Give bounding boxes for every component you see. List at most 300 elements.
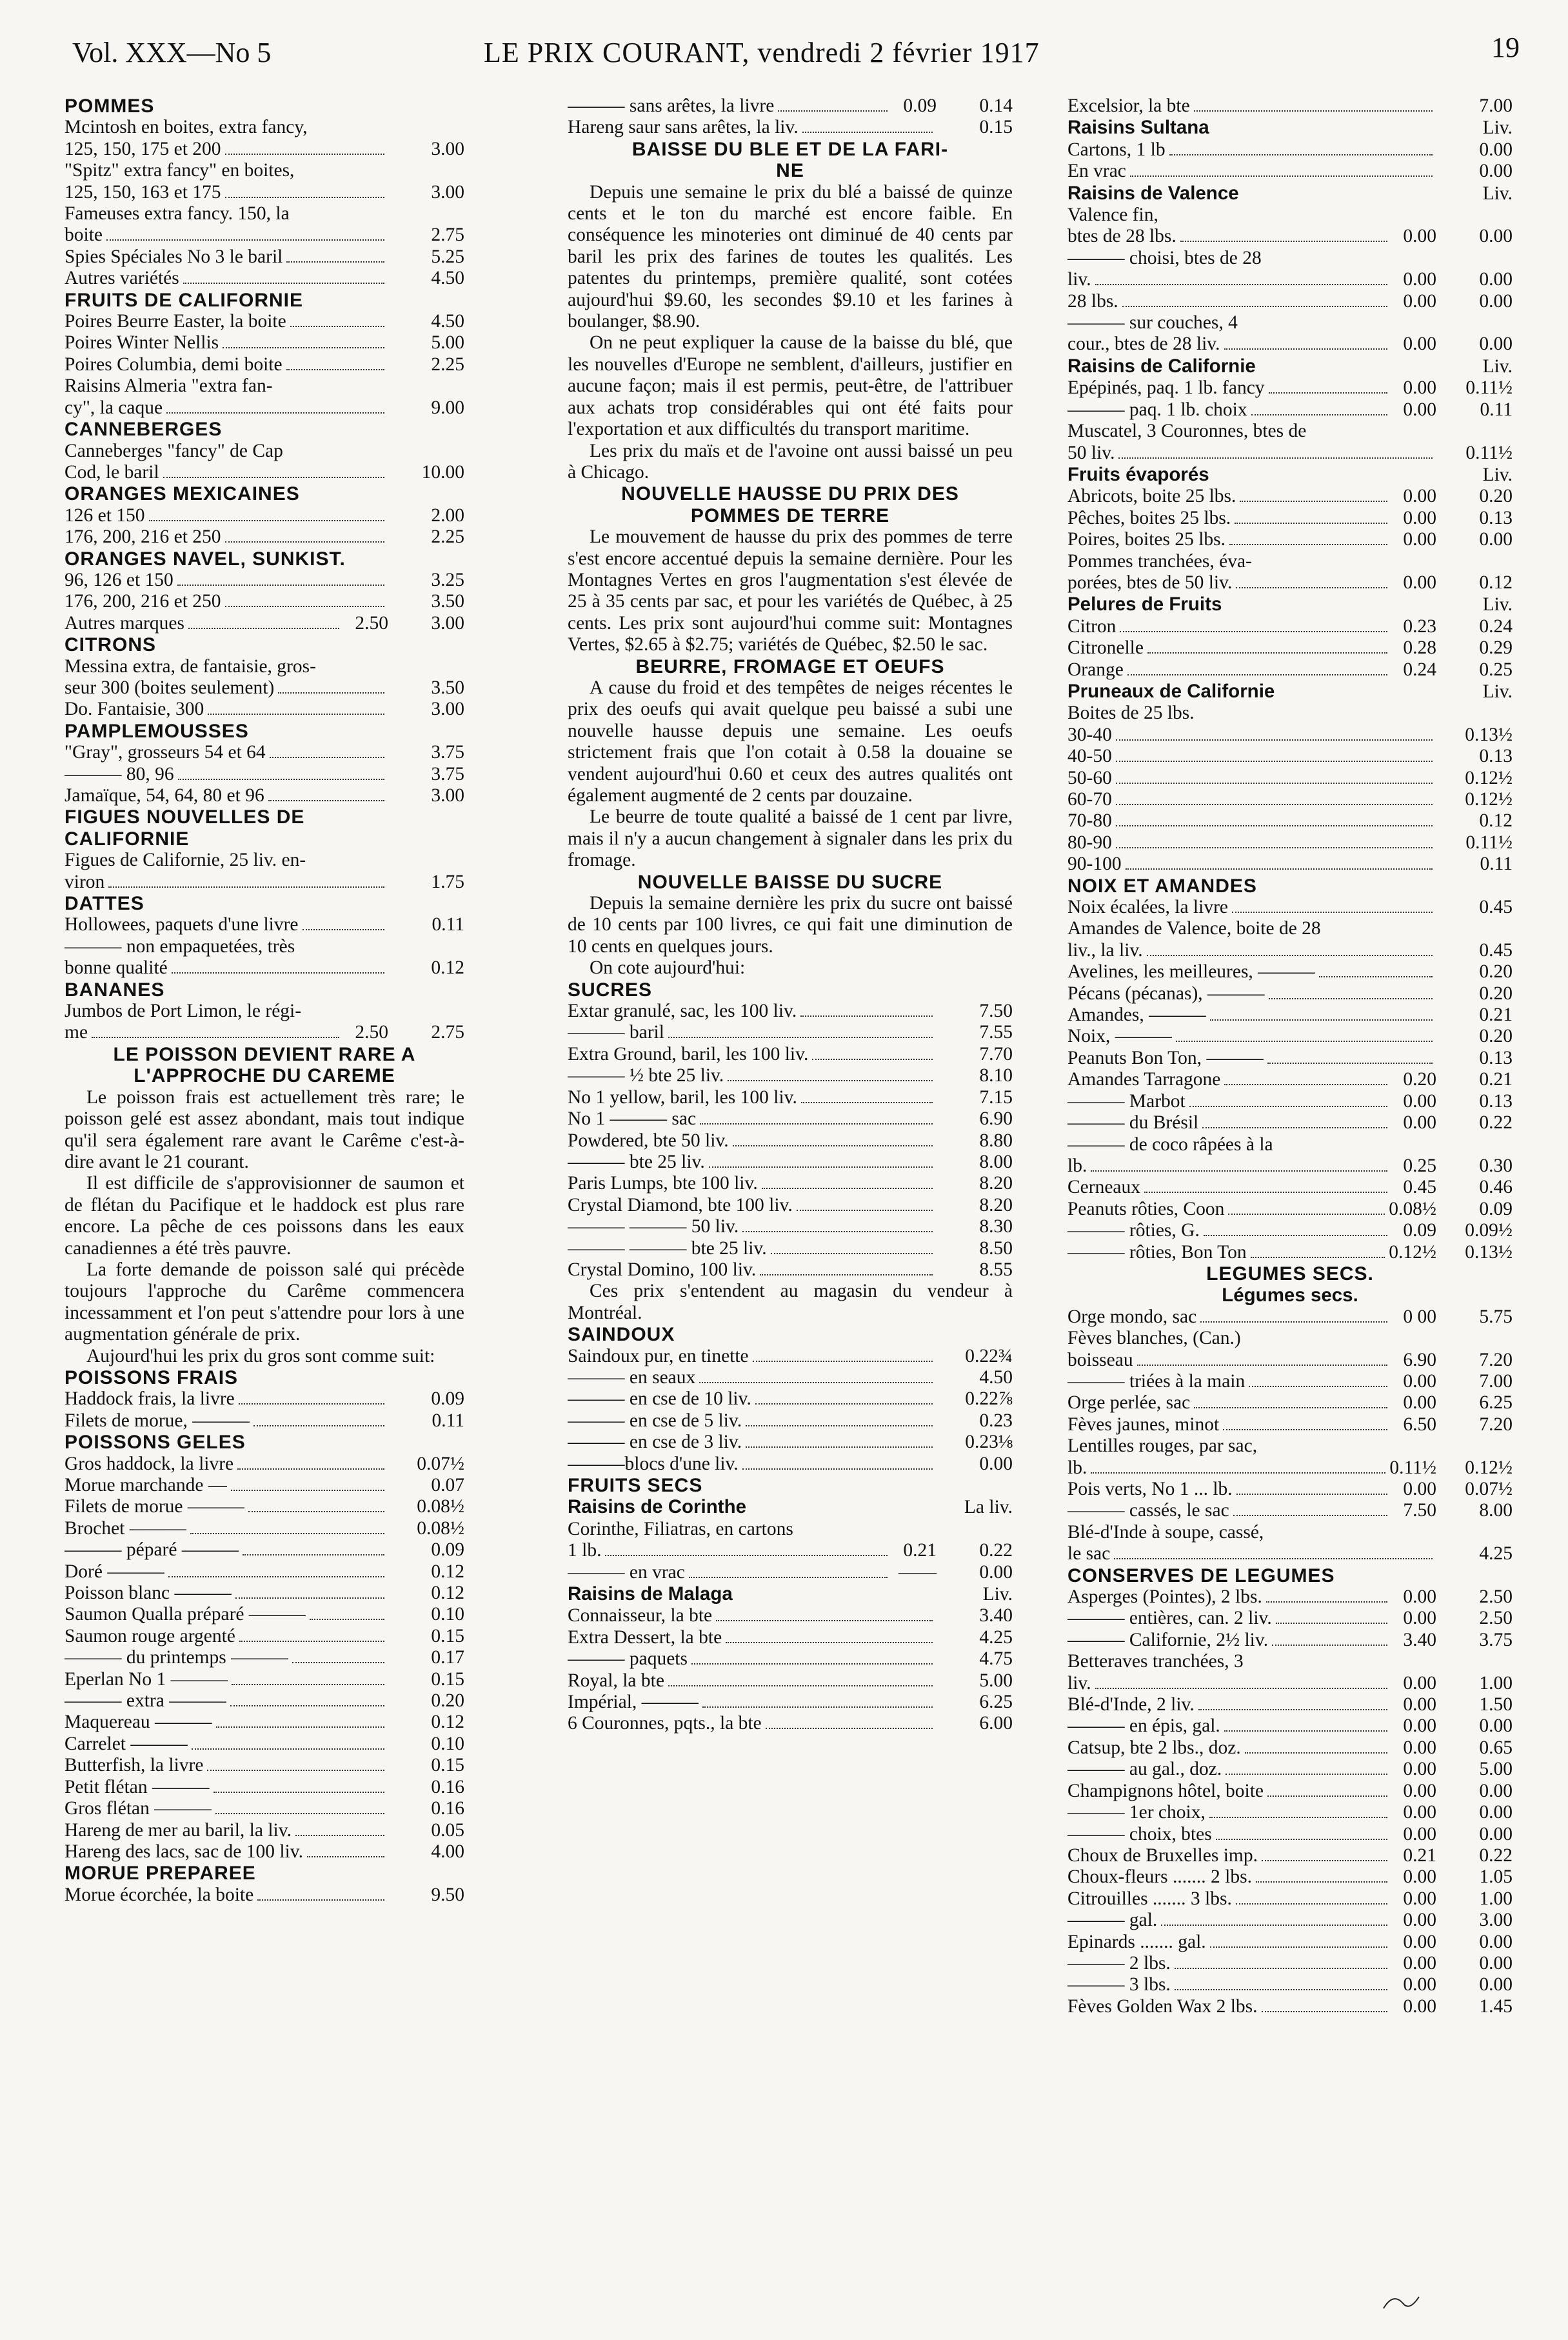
price-row — [1067, 1026, 1513, 1047]
price-value: 0.30 — [1479, 1155, 1513, 1176]
item-text: Raisins Almeria "extra fan- — [65, 375, 273, 397]
item-label: ——— gal. — [1067, 1910, 1158, 1931]
price-low: 7.50 — [1403, 1500, 1436, 1521]
article-paragraph: Depuis la semaine dernière les prix du sucre ont baissé de 10 cents par 100 livres, ce qui fait une diminution de 10 cents en quelques jours. — [568, 893, 1013, 957]
price-row — [65, 1841, 464, 1863]
unit-label: Liv. — [982, 1584, 1013, 1605]
dot-leader — [303, 929, 385, 930]
item-label: Cartons, 1 lb — [1067, 139, 1166, 160]
price-row — [65, 1454, 464, 1475]
price-row — [1067, 1091, 1513, 1112]
price-low: 0.00 — [1403, 1112, 1436, 1134]
item-label: 60-70 — [1067, 789, 1112, 810]
price-value: 0.13 — [1479, 1047, 1513, 1068]
item-label: Epépinés, paq. 1 lb. fancy — [1067, 377, 1265, 399]
dot-leader — [1116, 739, 1433, 741]
price-row — [65, 1647, 464, 1668]
price-row — [1067, 377, 1513, 399]
price-row — [568, 1259, 1013, 1281]
price-value: 0.09 — [431, 1539, 464, 1561]
price-row — [65, 139, 464, 160]
dot-leader — [106, 239, 384, 241]
price-value: 0.23 — [979, 1410, 1013, 1431]
dot-leader — [1147, 955, 1433, 956]
item-label: ——— 1er choix, — [1067, 1802, 1206, 1823]
price-low: 0.24 — [1403, 659, 1436, 680]
price-value: 7.00 — [1479, 1370, 1513, 1392]
price-row — [65, 699, 464, 720]
price-value: 1.50 — [1479, 1694, 1513, 1715]
price-value: 0.08½ — [417, 1496, 464, 1517]
price-row — [65, 397, 464, 419]
dot-leader — [208, 714, 384, 715]
price-value: 0.00 — [1479, 1952, 1513, 1974]
dot-leader — [237, 1468, 384, 1470]
column-1 — [65, 95, 464, 1906]
item-label: me — [65, 1022, 88, 1043]
item-label: ——— ——— bte 25 liv. — [568, 1237, 767, 1259]
price-row — [65, 613, 464, 634]
item-label: Saindoux pur, en tinette — [568, 1345, 749, 1366]
price-row — [65, 591, 464, 612]
price-row — [1067, 789, 1513, 810]
item-label: 50 liv. — [1067, 442, 1115, 463]
item-label: boisseau — [1067, 1349, 1133, 1370]
dot-leader — [1236, 1494, 1387, 1495]
section-heading: FRUITS SECS — [568, 1475, 703, 1496]
price-value: 0.15 — [431, 1668, 464, 1690]
item-label: Powdered, bte 50 liv. — [568, 1130, 729, 1151]
dot-leader — [1176, 1041, 1433, 1042]
item-label: ——— baril — [568, 1022, 664, 1043]
price-low: 0 00 — [1403, 1306, 1436, 1327]
dot-leader — [1116, 761, 1433, 762]
item-label: Champignons hôtel, boite — [1067, 1780, 1264, 1801]
section-heading: CONSERVES DE LEGUMES — [1067, 1565, 1335, 1586]
item-label: cy", la caque — [65, 397, 163, 418]
dot-leader — [216, 1726, 384, 1728]
price-row — [1067, 1350, 1513, 1371]
price-low: 0.00 — [1403, 1866, 1436, 1888]
item-label: Noix écalées, la livre — [1067, 897, 1228, 918]
article-paragraph: Le poisson frais est actuellement très rare; le poisson gelé est assez abondant, mais tout indique qu'il sera également rare avant le Carême c'est-à-dire avant le 21 courant. — [65, 1086, 464, 1172]
price-row — [568, 1130, 1013, 1152]
item-label: btes de 28 lbs. — [1067, 226, 1176, 247]
price-row — [65, 1518, 464, 1539]
section-heading: CITRONS — [65, 634, 156, 656]
dot-leader — [1228, 1214, 1385, 1215]
price-value: 0.17 — [431, 1647, 464, 1668]
price-value: 0.00 — [1479, 139, 1513, 160]
item-label: 30-40 — [1067, 724, 1112, 745]
price-row — [65, 742, 464, 763]
section-heading: FRUITS DE CALIFORNIE — [65, 289, 303, 311]
section-heading: BAISSE DU BLE ET DE LA FARI- — [631, 138, 949, 160]
price-value: 0.00 — [979, 1561, 1013, 1583]
price-value: 8.80 — [979, 1130, 1013, 1151]
price-value: 3.00 — [431, 181, 464, 203]
price-value: 3.40 — [979, 1605, 1013, 1626]
price-row — [65, 1022, 464, 1043]
price-value: 9.50 — [431, 1884, 464, 1905]
item-label: "Gray", grosseurs 54 et 64 — [65, 742, 266, 763]
price-value: 0.14 — [979, 95, 1013, 116]
dot-leader — [1224, 348, 1387, 350]
price-row — [1067, 1759, 1513, 1780]
dot-leader — [1269, 998, 1433, 999]
price-value: 7.55 — [979, 1022, 1013, 1043]
item-label: Citron — [1067, 615, 1116, 637]
dot-leader — [797, 1210, 933, 1211]
item-label: ——— en cse de 10 liv. — [568, 1388, 751, 1410]
price-value: 0.08½ — [417, 1517, 464, 1539]
dot-leader — [1223, 1429, 1387, 1430]
price-value: 8.50 — [979, 1237, 1013, 1259]
price-value: 0.07½ — [1465, 1479, 1513, 1499]
item-text: Valence fin, — [1067, 205, 1158, 226]
article-paragraph: La forte demande de poisson salé qui précède toujours l'approche du Carême commencera incessamment et l'on peut s'attendre pour lors à une augmentation générale de prix. — [65, 1259, 464, 1345]
item-label: Haddock frais, la livre — [65, 1388, 235, 1410]
price-row — [568, 1410, 1013, 1432]
dot-leader — [1120, 631, 1387, 632]
price-value: 8.20 — [979, 1173, 1013, 1194]
item-label: ——— ½ bte 25 liv. — [568, 1065, 724, 1086]
dot-leader — [1169, 154, 1433, 155]
price-row — [568, 1087, 1013, 1108]
price-value: 0.12 — [431, 957, 464, 979]
price-low: 0.00 — [1403, 1952, 1436, 1974]
dot-leader — [307, 1856, 384, 1857]
item-label: ——— en cse de 5 liv. — [568, 1410, 742, 1431]
price-value: 4.50 — [431, 268, 464, 289]
price-row — [1067, 832, 1513, 854]
price-row — [1067, 1888, 1513, 1910]
item-label: 70-80 — [1067, 810, 1112, 832]
price-low: 0.45 — [1403, 1177, 1436, 1198]
section-heading: SAINDOUX — [568, 1324, 675, 1346]
item-label: Gros flétan ——— — [65, 1798, 212, 1819]
dot-leader — [225, 154, 384, 155]
price-value: 0.11½ — [1465, 832, 1513, 853]
dot-leader — [178, 779, 384, 780]
price-row — [1067, 940, 1513, 961]
dot-leader — [762, 1188, 933, 1189]
dot-leader — [1249, 1386, 1387, 1387]
price-value: 8.30 — [979, 1216, 1013, 1237]
item-label: Pois verts, No 1 ... lb. — [1067, 1479, 1233, 1499]
price-row — [65, 268, 464, 289]
price-row — [1067, 1630, 1513, 1651]
price-value: 3.00 — [431, 612, 464, 634]
price-value: 1.45 — [1479, 1995, 1513, 2017]
price-low: 0.00 — [1403, 1608, 1436, 1629]
price-value: 5.00 — [431, 332, 464, 354]
price-row — [1067, 1996, 1513, 2017]
dot-leader — [268, 800, 384, 801]
price-row — [1067, 291, 1513, 312]
price-low: 0.00 — [1403, 1995, 1436, 2017]
price-row — [568, 1065, 1013, 1086]
dot-leader — [168, 1576, 384, 1577]
dot-leader — [223, 347, 384, 348]
item-label: Raisins Sultana — [1067, 117, 1209, 139]
price-low: 0.25 — [1403, 1155, 1436, 1176]
price-row — [1067, 508, 1513, 529]
item-label: 126 et 150 — [65, 505, 145, 526]
item-label: Impérial, ——— — [568, 1692, 699, 1713]
price-low: 0.00 — [1403, 1759, 1436, 1780]
item-text: ——— sur couches, 4 — [1067, 312, 1238, 334]
price-value: 1.00 — [1479, 1888, 1513, 1909]
price-value: 0.12 — [431, 1561, 464, 1582]
price-low: 0.00 — [1403, 1931, 1436, 1952]
item-label: ——— Californie, 2½ liv. — [1067, 1629, 1269, 1650]
item-label: 90-100 — [1067, 854, 1122, 875]
item-label: Orge mondo, sac — [1067, 1306, 1197, 1327]
price-low: 0.00 — [1403, 399, 1436, 420]
section-heading: ORANGES MEXICAINES — [65, 483, 300, 505]
item-label: No 1 ——— sac — [568, 1108, 697, 1130]
item-label: 96, 126 et 150 — [65, 569, 174, 590]
price-value: 3.00 — [431, 699, 464, 720]
section-heading: SUCRES — [568, 979, 653, 1001]
item-label: Hareng des lacs, sac de 100 liv. — [65, 1841, 303, 1862]
price-row — [65, 1820, 464, 1841]
price-row — [1067, 1048, 1513, 1069]
price-low: 0.12½ — [1389, 1241, 1436, 1263]
price-value: 0.00 — [1479, 269, 1513, 290]
dot-leader — [802, 132, 933, 133]
item-label: Fruits évaporés — [1067, 463, 1209, 485]
section-heading: PAMPLEMOUSSES — [65, 720, 249, 742]
item-label: Filets de morue, ——— — [65, 1410, 250, 1431]
dot-leader — [1147, 652, 1387, 654]
item-text: Fèves blanches, (Can.) — [1067, 1328, 1241, 1349]
item-label: Excelsior, la bte — [1067, 95, 1190, 116]
item-label: Asperges (Pointes), 2 lbs. — [1067, 1586, 1262, 1608]
price-row — [65, 462, 464, 483]
price-row — [1067, 659, 1513, 681]
item-label: 40-50 — [1067, 746, 1112, 767]
price-value: 3.75 — [1479, 1629, 1513, 1650]
price-value: 7.15 — [979, 1086, 1013, 1108]
item-label: lb. — [1067, 1155, 1087, 1176]
price-row — [1067, 1069, 1513, 1090]
item-label: Pécans (pécanas), ——— — [1067, 983, 1265, 1004]
price-row — [1067, 334, 1513, 355]
article-paragraph: Depuis une semaine le prix du blé a baissé de quinze cents et le ton du marché est encore faible. En conséquence les minoteries ont diminué de 40 cents par baril les prix des farines de toutes les qualités. Les patentes du printemps, première qualité, sont cotées aujourd'hui $9.60, les secondes $9.10 et les farines à boulanger, $8.90. — [568, 181, 1013, 332]
dot-leader — [243, 1554, 384, 1555]
item-label: No 1 yellow, baril, les 100 liv. — [568, 1086, 797, 1108]
price-value: 0.13 — [1479, 1090, 1513, 1112]
item-label: ——— cassés, le sac — [1067, 1500, 1229, 1521]
item-text: Jumbos de Port Limon, le régi- — [65, 1001, 302, 1022]
dot-leader — [177, 585, 384, 586]
dot-leader — [290, 326, 384, 327]
item-label: Abricots, boite 25 lbs. — [1067, 486, 1236, 507]
dot-leader — [190, 1533, 384, 1534]
item-label: ——— extra ——— — [65, 1690, 226, 1712]
section-heading: NOIX ET AMANDES — [1067, 875, 1257, 897]
item-text: "Spitz" extra fancy" en boites, — [65, 160, 295, 181]
price-row — [1067, 1953, 1513, 1974]
dot-leader — [746, 1425, 933, 1426]
unit-label: Liv. — [1482, 117, 1513, 139]
price-row — [568, 1238, 1013, 1259]
item-label: Catsup, bte 2 lbs., doz. — [1067, 1737, 1241, 1758]
dot-leader — [1194, 110, 1433, 112]
dot-leader — [1229, 544, 1387, 545]
price-row — [568, 1496, 1013, 1518]
dot-leader — [1210, 1946, 1387, 1948]
price-row — [1067, 983, 1513, 1005]
price-row — [1067, 1586, 1513, 1608]
item-label: ——— paquets — [568, 1648, 688, 1670]
item-label: Poires Beurre Easter, la boite — [65, 311, 286, 332]
price-row — [1067, 810, 1513, 832]
item-label: Filets de morue ——— — [65, 1496, 245, 1517]
item-label: Saumon Qualla préparé ——— — [65, 1604, 306, 1625]
price-value: 0.12 — [1479, 572, 1513, 593]
article-paragraph: Aujourd'hui les prix du gros sont comme suit: — [86, 1345, 435, 1366]
dot-leader — [668, 1685, 933, 1686]
price-row — [65, 957, 464, 979]
price-value: 3.50 — [431, 677, 464, 698]
price-low: 0.00 — [1403, 1090, 1436, 1112]
dot-leader — [1251, 1257, 1385, 1258]
price-value: 0.20 — [1479, 1026, 1513, 1047]
item-label: ——— du Brésil — [1067, 1112, 1199, 1134]
dot-leader — [1233, 1515, 1387, 1516]
price-low: 0.00 — [1403, 1672, 1436, 1694]
price-row — [1067, 1866, 1513, 1888]
dot-leader — [1091, 1472, 1385, 1474]
price-row — [1067, 1608, 1513, 1629]
item-label: Amandes Tarragone — [1067, 1069, 1221, 1090]
price-value: 0.10 — [431, 1604, 464, 1625]
dot-leader — [1126, 868, 1433, 870]
price-row — [1067, 1005, 1513, 1026]
section-heading: POMMES — [65, 95, 155, 117]
price-value: 10.00 — [421, 461, 464, 483]
item-label: Morue écorchée, la boite — [65, 1884, 254, 1905]
item-label: 1 lb. — [568, 1540, 602, 1561]
dot-leader — [1091, 1170, 1387, 1172]
item-label: Extra Dessert, la bte — [568, 1626, 722, 1648]
price-row — [568, 1605, 1013, 1626]
dot-leader — [1232, 912, 1433, 913]
price-row — [1067, 355, 1513, 377]
price-row — [65, 1561, 464, 1583]
item-label: ——— entières, can. 2 liv. — [1067, 1608, 1272, 1629]
price-row — [568, 1044, 1013, 1065]
dot-leader — [213, 1792, 385, 1793]
price-value: 3.75 — [431, 763, 464, 785]
item-label: ——— rôties, G. — [1067, 1220, 1200, 1241]
dot-leader — [192, 1748, 384, 1750]
price-row — [1067, 529, 1513, 550]
dot-leader — [1236, 587, 1387, 588]
unit-label: Liv. — [1482, 594, 1513, 615]
item-label: Fèves Golden Wax 2 lbs. — [1067, 1995, 1258, 2017]
dot-leader — [172, 972, 384, 974]
item-label: Spies Spéciales No 3 le baril — [65, 246, 283, 267]
price-value: 0.09 — [431, 1388, 464, 1410]
section-heading: ORANGES NAVEL, SUNKIST. — [65, 548, 346, 570]
dot-leader — [709, 1166, 933, 1168]
price-row — [65, 1798, 464, 1819]
price-value: 1.05 — [1479, 1866, 1513, 1888]
price-row — [568, 1454, 1013, 1475]
price-row — [65, 872, 464, 893]
item-label: Noix, ——— — [1067, 1026, 1173, 1047]
dot-leader — [1175, 1968, 1387, 1969]
item-label: ——— en épis, gal. — [1067, 1715, 1220, 1737]
price-low: 0.00 — [1403, 1392, 1436, 1414]
item-label: lb. — [1067, 1457, 1087, 1478]
dot-leader — [1175, 1989, 1387, 1990]
dot-leader — [699, 1382, 933, 1383]
price-row — [1067, 897, 1513, 918]
price-value: 7.70 — [979, 1043, 1013, 1065]
item-label: Citronelle — [1067, 637, 1144, 659]
dot-leader — [726, 1642, 933, 1643]
price-value: 0.12 — [431, 1712, 464, 1733]
price-value: 0.11 — [1480, 399, 1513, 420]
price-row — [568, 1346, 1013, 1367]
price-row — [1067, 594, 1513, 615]
dot-leader — [1198, 1709, 1387, 1710]
dot-leader — [1194, 1407, 1387, 1408]
price-value: 0.25 — [1479, 659, 1513, 680]
price-row — [1067, 854, 1513, 875]
price-row — [1067, 1199, 1513, 1220]
dot-leader — [230, 1705, 384, 1706]
section-heading: NOUVELLE BAISSE DU SUCRE — [637, 871, 943, 893]
dot-leader — [215, 1813, 384, 1814]
price-row — [65, 1539, 464, 1561]
price-low: 2.50 — [355, 612, 388, 634]
dot-leader — [248, 1511, 384, 1512]
price-value: 5.00 — [1479, 1759, 1513, 1780]
price-value: 0.11 — [432, 914, 464, 935]
dot-leader — [1202, 1127, 1387, 1128]
price-low: 0.00 — [1403, 1694, 1436, 1715]
price-low: 0.23 — [1403, 615, 1436, 637]
dot-leader — [278, 692, 384, 694]
dot-leader — [760, 1274, 933, 1275]
price-low: 0.08½ — [1389, 1198, 1436, 1219]
section-heading: NE — [776, 160, 804, 182]
price-row — [65, 246, 464, 268]
price-low: 0.09 — [903, 95, 937, 116]
item-label: 80-90 — [1067, 832, 1112, 853]
price-low: 0.00 — [1403, 486, 1436, 507]
price-value: 4.50 — [431, 311, 464, 332]
price-low: 0.00 — [1403, 572, 1436, 593]
item-text: Messina extra, de fantaisie, gros- — [65, 655, 316, 677]
item-label: Extar granulé, sac, les 100 liv. — [568, 1001, 797, 1022]
price-row — [1067, 1306, 1513, 1328]
item-text: Boites de 25 lbs. — [1067, 703, 1195, 724]
price-value: 2.75 — [431, 1022, 464, 1043]
price-row — [65, 785, 464, 806]
price-value: 0.20 — [1479, 983, 1513, 1004]
item-label: Avelines, les meilleures, ——— — [1067, 961, 1315, 983]
price-row — [1067, 1932, 1513, 1953]
dot-leader — [668, 1037, 933, 1038]
price-row — [1067, 183, 1513, 205]
